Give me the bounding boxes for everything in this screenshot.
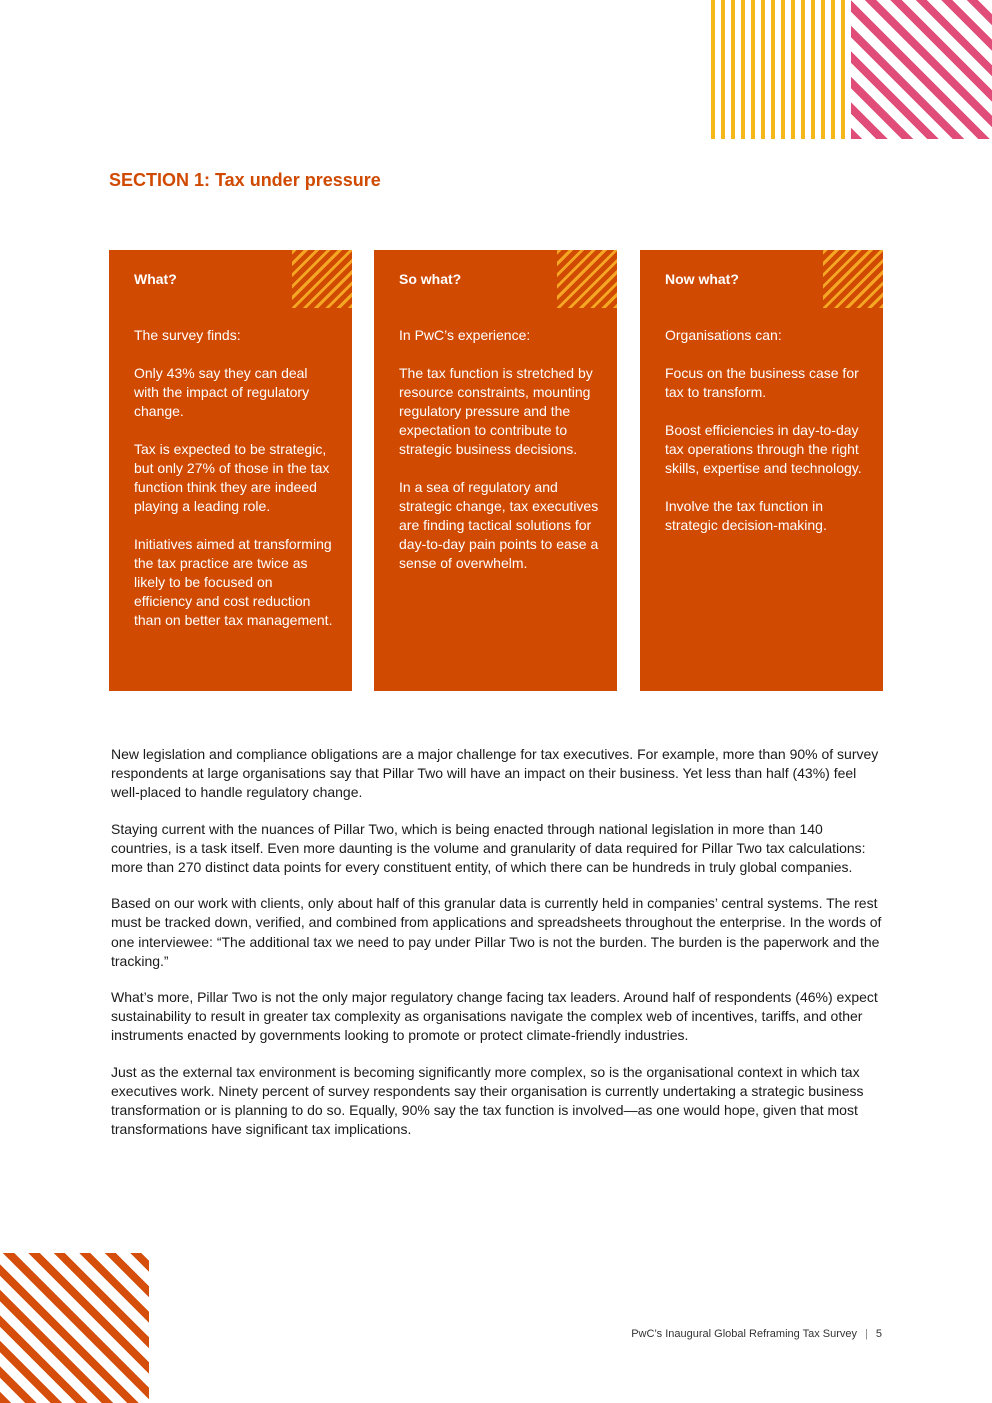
card-hatch-pattern <box>557 250 617 308</box>
card-paragraph: Tax is expected to be strategic, but only 27% of those in the tax function think they are indeed playing a leading role. <box>134 441 330 514</box>
card-paragraph: The survey finds: <box>134 327 241 343</box>
card-body <box>399 326 599 592</box>
card-paragraph: In a sea of regulatory and strategic change, tax executives are finding tactical solutions for day-to-day pain points to ease a sense of overwhelm. <box>399 479 599 571</box>
card-paragraph: In PwC’s experience: <box>399 327 531 343</box>
card-paragraph: Initiatives aimed at transforming the tax practice are twice as likely to be focused on efficiency and cost reduction than on better tax management. <box>134 536 333 628</box>
body-paragraph: Based on our work with clients, only about half of this granular data is currently held in companies’ central systems. The rest must be tracked down, verified, and combined from applications and spreadsheets throughout the enterprise. In the words of one interviewee: “The additional tax we need to pay under Pillar Two is not the burden. The burden is the paperwork and the tracking.” <box>111 895 882 969</box>
card-title: What? <box>134 271 177 287</box>
card-header <box>374 250 617 308</box>
card-hatch-pattern <box>292 250 352 308</box>
card-body <box>665 326 865 554</box>
footer-separator: | <box>865 1328 868 1340</box>
card-paragraph: Involve the tax function in strategic decision-making. <box>665 498 827 533</box>
body-paragraph: Just as the external tax environment is becoming significantly more complex, so is the organisational context in which tax executives work. Ninety percent of survey respondents say their organisation is currently undertaking a strategic business transformation or is planning to do so. Equally, 90% say the tax function is involved—as one would hope, given that most transformations have significant tax implications. <box>111 1063 864 1138</box>
body-text <box>111 745 886 1156</box>
card-title: So what? <box>399 271 462 287</box>
card-hatch-pattern <box>823 250 883 308</box>
card-now-what <box>640 250 883 691</box>
body-paragraph: What’s more, Pillar Two is not the only major regulatory change facing tax leaders. Around half of respondents (46%) expect sustainability to result in greater tax complexity as organisations navigate the complex web of incentives, tariffs, and other instruments enacted by governments looking to promote or protect climate-friendly industries. <box>111 989 878 1044</box>
card-paragraph: Boost efficiencies in day-to-day tax operations through the right skills, expertise and technology. <box>665 422 862 476</box>
decorative-orange-stripes <box>0 1253 149 1403</box>
card-paragraph: Only 43% say they can deal with the impact of regulatory change. <box>134 365 310 419</box>
footer-title: PwC’s Inaugural Global Reframing Tax Survey <box>631 1328 858 1340</box>
page-footer <box>631 1328 882 1340</box>
card-what <box>109 250 352 691</box>
card-so-what <box>374 250 617 691</box>
card-header <box>640 250 883 308</box>
page-number: 5 <box>875 1328 882 1340</box>
card-body <box>134 326 334 649</box>
card-header <box>109 250 352 308</box>
decorative-pink-stripes <box>851 0 992 139</box>
card-title: Now what? <box>665 271 739 287</box>
card-paragraph: Organisations can: <box>665 327 782 343</box>
body-paragraph: New legislation and compliance obligations are a major challenge for tax executives. For example, more than 90% of survey respondents at large organisations say that Pillar Two will have an impact on their business. Yet less than half (43%) feel well-placed to handle regulatory change. <box>111 746 879 801</box>
card-paragraph: The tax function is stretched by resource constraints, mounting regulatory pressure and the expectation to contribute to strategic business decisions. <box>399 365 593 457</box>
card-paragraph: Focus on the business case for tax to transform. <box>665 365 859 400</box>
decorative-yellow-stripes <box>711 0 851 139</box>
section-title: SECTION 1: Tax under pressure <box>109 170 381 190</box>
body-paragraph: Staying current with the nuances of Pillar Two, which is being enacted through national legislation in more than 140 countries, is a task itself. Even more daunting is the volume and granularity of data required for Pillar Two tax calculations: more than 270 distinct data points for every constituent entity, of which there can be hundreds in truly global companies. <box>111 820 866 876</box>
